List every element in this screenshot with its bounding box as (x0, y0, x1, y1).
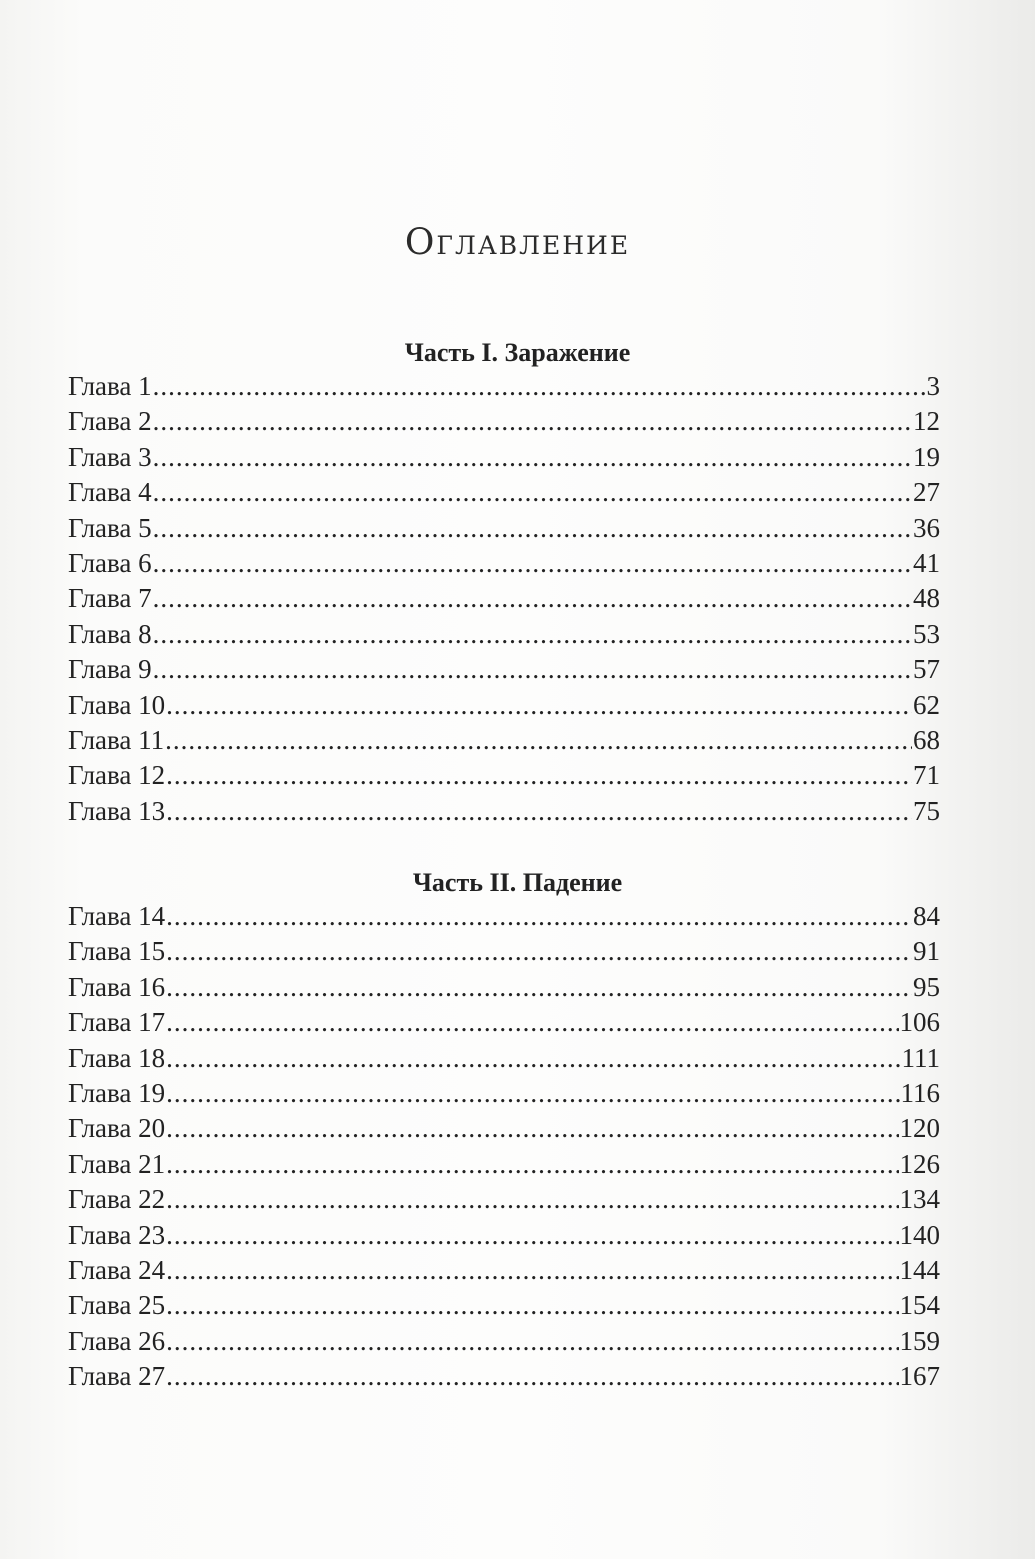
dot-leader (166, 1076, 899, 1111)
page-number: 62 (913, 689, 940, 720)
page-number: 48 (913, 583, 940, 614)
dot-leader (153, 475, 912, 510)
dot-leader (153, 369, 926, 404)
toc-entry (68, 1324, 940, 1359)
part-2-chapter-list (68, 899, 940, 1394)
chapter-label: Глава 6 (68, 547, 152, 578)
part-2-heading: Часть II. Падение (412, 868, 623, 897)
toc-entry (68, 1288, 940, 1323)
page-number: 120 (899, 1113, 940, 1144)
page-number: 106 (899, 1007, 940, 1038)
dot-leader (166, 970, 912, 1005)
page-number: 91 (913, 936, 940, 967)
chapter-label: Глава 2 (68, 406, 152, 437)
chapter-label: Глава 19 (68, 1077, 166, 1108)
page-number: 134 (899, 1184, 940, 1215)
chapter-label: Глава 21 (68, 1148, 166, 1179)
dot-leader (166, 899, 912, 934)
toc-entry (68, 1041, 940, 1076)
dot-leader (166, 1324, 898, 1359)
dot-leader (166, 794, 912, 829)
chapter-label: Глава 12 (68, 760, 166, 791)
chapter-label: Глава 27 (68, 1361, 166, 1392)
chapter-label: Глава 17 (68, 1007, 166, 1038)
chapter-label: Глава 3 (68, 441, 152, 472)
toc-entry (68, 899, 940, 934)
toc-entry (68, 1359, 940, 1394)
chapter-label: Глава 26 (68, 1325, 166, 1356)
chapter-label: Глава 4 (68, 477, 152, 508)
dot-leader (153, 652, 912, 687)
toc-entry (68, 970, 940, 1005)
chapter-label: Глава 23 (68, 1219, 166, 1250)
page-number: 95 (913, 971, 940, 1002)
chapter-label: Глава 22 (68, 1184, 166, 1215)
page-number: 19 (913, 441, 940, 472)
chapter-label: Глава 20 (68, 1113, 166, 1144)
dot-leader (153, 581, 912, 616)
toc-entry (68, 617, 940, 652)
toc-entry (68, 934, 940, 969)
toc-entry (68, 369, 940, 404)
page-number: 41 (913, 547, 940, 578)
toc-entry (68, 652, 940, 687)
page-number: 75 (913, 795, 940, 826)
toc-entry (68, 1111, 940, 1146)
dot-leader (153, 440, 912, 475)
toc-entry (68, 440, 940, 475)
chapter-label: Глава 25 (68, 1290, 166, 1321)
page-number: 3 (926, 371, 940, 401)
chapter-label: Глава 16 (68, 971, 166, 1002)
page-number: 68 (913, 724, 940, 755)
chapter-label: Глава 14 (68, 901, 166, 931)
page-number: 126 (899, 1148, 940, 1179)
chapter-label: Глава 13 (68, 795, 166, 826)
toc-entry (68, 1005, 940, 1040)
dot-leader (165, 723, 912, 758)
dot-leader (166, 934, 912, 969)
page-number: 159 (899, 1325, 940, 1356)
dot-leader (166, 1041, 900, 1076)
dot-leader (153, 546, 912, 581)
page-number: 57 (913, 654, 940, 685)
toc-entry (68, 1182, 940, 1217)
dot-leader (166, 1359, 898, 1394)
toc-entry (68, 1147, 940, 1182)
page-number: 154 (899, 1290, 940, 1321)
chapter-label: Глава 9 (68, 654, 152, 685)
page-number: 27 (913, 477, 940, 508)
dot-leader (153, 617, 912, 652)
toc-entry (68, 475, 940, 510)
page-number: 167 (899, 1361, 940, 1392)
page-number: 140 (899, 1219, 940, 1250)
chapter-label: Глава 7 (68, 583, 152, 614)
toc-entry (68, 404, 940, 439)
toc-entry (68, 546, 940, 581)
page-number: 71 (913, 760, 940, 791)
chapter-label: Глава 10 (68, 689, 166, 720)
page-number: 53 (913, 618, 940, 649)
dot-leader (166, 688, 912, 723)
chapter-label: Глава 8 (68, 618, 152, 649)
dot-leader (166, 1111, 898, 1146)
dot-leader (166, 1147, 898, 1182)
dot-leader (166, 1005, 898, 1040)
toc-entry (68, 688, 940, 723)
toc-entry (68, 581, 940, 616)
toc-entry (68, 1218, 940, 1253)
chapter-label: Глава 11 (68, 724, 165, 755)
part-1-heading: Часть I. Заражение (404, 338, 631, 367)
chapter-label: Глава 5 (68, 512, 152, 543)
page-number: 111 (901, 1042, 940, 1073)
page-number: 36 (913, 512, 940, 543)
toc-entry (68, 1253, 940, 1288)
toc-entry (68, 794, 940, 829)
dot-leader (166, 1253, 898, 1288)
dot-leader (166, 1218, 898, 1253)
dot-leader (153, 404, 912, 439)
dot-leader (166, 758, 912, 793)
page-number: 116 (900, 1077, 940, 1108)
dot-leader (166, 1182, 898, 1217)
toc-title: Оглавление (404, 222, 631, 263)
chapter-label: Глава 18 (68, 1042, 166, 1073)
toc-entry (68, 511, 940, 546)
page-number: 12 (913, 406, 940, 437)
part-1-chapter-list (68, 369, 940, 829)
page-number: 84 (913, 901, 940, 931)
dot-leader (166, 1288, 898, 1323)
page-number: 144 (899, 1254, 940, 1285)
toc-entry (68, 723, 940, 758)
chapter-label: Глава 15 (68, 936, 166, 967)
toc-entry (68, 1076, 940, 1111)
chapter-label: Глава 1 (68, 371, 152, 401)
dot-leader (153, 511, 912, 546)
chapter-label: Глава 24 (68, 1254, 166, 1285)
toc-entry (68, 758, 940, 793)
